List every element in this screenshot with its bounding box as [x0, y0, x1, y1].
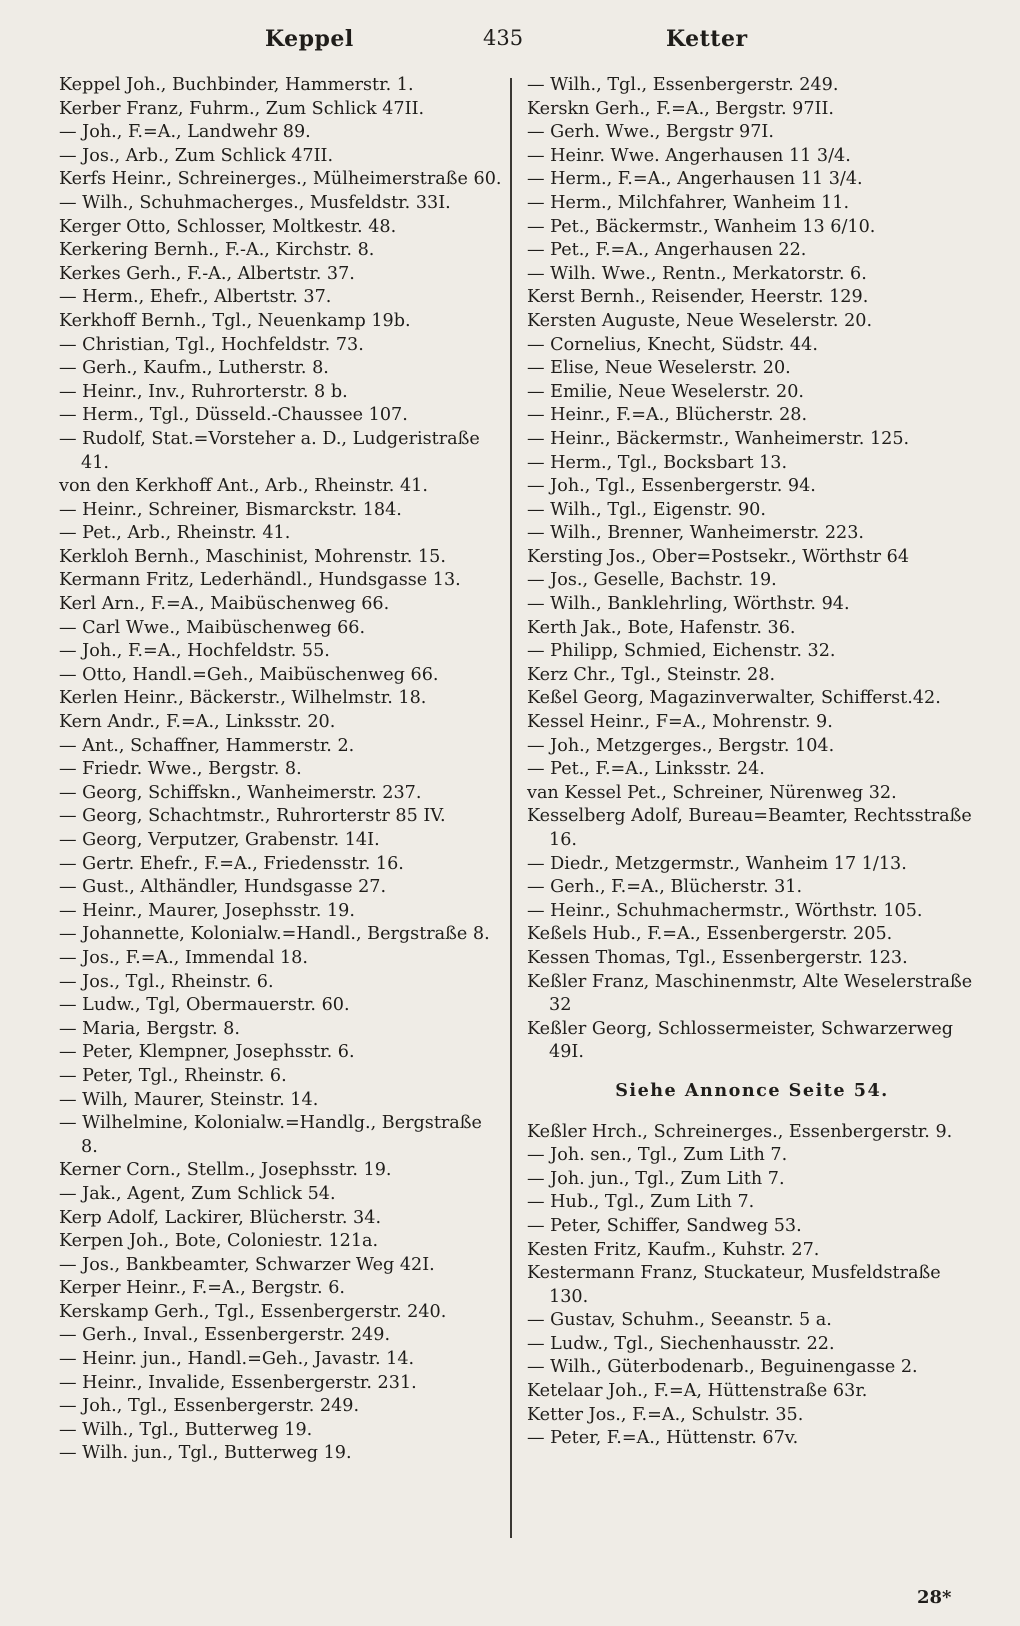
directory-entry: — Joh. sen., Tgl., Zum Lith 7. [527, 1145, 788, 1166]
directory-entry: — Elise, Neue Weselerstr. 20. [527, 358, 791, 379]
directory-entry: — Wilh. Wwe., Rentn., Merkatorstr. 6. [527, 263, 867, 284]
page-header [0, 26, 1020, 62]
directory-entry: Kessel Heinr., F=A., Mohrenstr. 9. [527, 712, 833, 733]
directory-entry: — Herm., Tgl., Bocksbart 13. [527, 452, 788, 473]
directory-entry: — Wilh, Maurer, Steinstr. 14. [59, 1089, 319, 1110]
directory-entry: — Georg, Verputzer, Grabenstr. 14I. [59, 830, 380, 850]
directory-entry: — Gertr. Ehefr., F.=A., Friedensstr. 16. [59, 853, 404, 874]
directory-entry: Kerst Bernh., Reisender, Heerstr. 129. [527, 287, 869, 308]
directory-entry: — Christian, Tgl., Hochfeldstr. 73. [59, 334, 364, 355]
directory-entry: — Ludw., Tgl, Obermauerstr. 60. [59, 995, 350, 1016]
directory-entry: Kerkering Bernh., F.-A., Kirchstr. 8. [59, 240, 375, 261]
directory-entry: Keßels Hub., F.=A., Essenbergerstr. 205. [527, 924, 893, 945]
directory-entry: — Heinr. jun., Handl.=Geh., Javastr. 14. [59, 1349, 415, 1370]
directory-entry: — Jos., Arb., Zum Schlick 47II. [59, 145, 334, 166]
directory-entry: — Wilh., Tgl., Eigenstr. 90. [527, 499, 766, 520]
directory-entry: Kessen Thomas, Tgl., Essenbergerstr. 123. [527, 947, 908, 968]
directory-entry: Kersten Auguste, Neue Weselerstr. 20. [527, 310, 873, 331]
directory-entry: — Gerh. Wwe., Bergstr 97I. [527, 122, 774, 143]
directory-entry: Kerpen Joh., Bote, Coloniestr. 121a. [59, 1231, 379, 1252]
directory-entry: Kerber Franz, Fuhrm., Zum Schlick 47II. [59, 98, 425, 119]
directory-entry: — Heinr., F.=A., Blücherstr. 28. [527, 405, 808, 426]
directory-entry: — Johannette, Kolonialw.=Handl., Bergstraße 8. [59, 924, 490, 945]
directory-entry: — Wilh., Brenner, Wanheimerstr. 223. [527, 523, 864, 544]
directory-entry: — Pet., F.=A., Linksstr. 24. [527, 759, 765, 780]
directory-entry: — Heinr., Invalide, Essenbergerstr. 231. [59, 1372, 417, 1393]
directory-entry: Ketelaar Joh., F.=A, Hüttenstraße 63r. [527, 1381, 868, 1402]
directory-entry: — Joh., Tgl., Essenbergerstr. 94. [527, 476, 816, 497]
directory-entry: Keßler Hrch., Schreinerges., Essenbergerstr. 9. [527, 1121, 953, 1142]
directory-entry: — Peter, Klempner, Josephsstr. 6. [59, 1042, 355, 1063]
directory-entry: — Pet., Bäckermstr., Wanheim 13 6/10. [527, 216, 876, 237]
directory-entry: Kerz Chr., Tgl., Steinstr. 28. [527, 664, 776, 685]
directory-entry: — Joh., F.=A., Landwehr 89. [59, 122, 311, 143]
directory-entry: Kerkhoff Bernh., Tgl., Neuenkamp 19b. [59, 310, 411, 331]
directory-entry: Kerfs Heinr., Schreinerges., Mülheimerstraße 60. [59, 169, 502, 190]
directory-entry: — Gustav, Schuhm., Seeanstr. 5 a. [527, 1310, 832, 1331]
directory-entry: — Gerh., F.=A., Blücherstr. 31. [527, 877, 803, 898]
directory-entry: — Heinr., Bäckermstr., Wanheimerstr. 125. [527, 428, 910, 449]
directory-entry: Keßler Georg, Schlossermeister, Schwarzerweg 49I. [527, 1018, 954, 1063]
directory-entry: — Gust., Althändler, Hundsgasse 27. [59, 877, 387, 898]
directory-entry: — Herm., Tgl., Düsseld.-Chaussee 107. [59, 405, 408, 426]
left-column [59, 74, 504, 1466]
directory-entry: — Pet., F.=A., Angerhausen 22. [527, 240, 807, 261]
directory-entry: — Ludw., Tgl., Siechenhausstr. 22. [527, 1333, 835, 1354]
directory-entry: — Gerh., Kaufm., Lutherstr. 8. [59, 358, 329, 379]
directory-entry: — Wilh., Banklehrling, Wörthstr. 94. [527, 594, 850, 615]
directory-entry: — Hub., Tgl., Zum Lith 7. [527, 1192, 755, 1213]
directory-entry: — Wilhelmine, Kolonialw.=Handlg., Bergstraße 8. [59, 1113, 482, 1157]
directory-entry: Kern Andr., F.=A., Linksstr. 20. [59, 712, 336, 733]
right-column [527, 74, 977, 1451]
directory-entry: — Wilh., Schuhmacherges., Musfeldstr. 33I. [59, 192, 451, 213]
directory-entry: Kestermann Franz, Stuckateur, Musfeldstraße 130. [527, 1263, 941, 1307]
directory-entry: Kesselberg Adolf, Bureau=Beamter, Rechtsstraße 16. [527, 806, 972, 850]
directory-entry: Kerskamp Gerh., Tgl., Essenbergerstr. 240. [59, 1301, 447, 1322]
column-divider [510, 78, 512, 1538]
directory-entry: — Heinr. Wwe. Angerhausen 11 3/4. [527, 145, 851, 166]
directory-entry: Kerskn Gerh., F.=A., Bergstr. 97II. [527, 98, 835, 119]
directory-entry: Kerlen Heinr., Bäckerstr., Wilhelmstr. 18. [59, 688, 427, 709]
directory-entry: — Joh. jun., Tgl., Zum Lith 7. [527, 1168, 785, 1189]
directory-entry: — Otto, Handl.=Geh., Maibüschenweg 66. [59, 664, 439, 685]
directory-entry: Kersting Jos., Ober=Postsekr., Wörthstr 64 [527, 546, 910, 567]
directory-entry: — Heinr., Inv., Ruhrorterstr. 8 b. [59, 381, 348, 402]
directory-entry: — Wilh., Güterbodenarb., Beguinengasse 2. [527, 1357, 918, 1378]
directory-entry: Kerth Jak., Bote, Hafenstr. 36. [527, 617, 796, 638]
directory-entry: — Georg, Schiffskn., Wanheimerstr. 237. [59, 782, 422, 803]
directory-entry: Kerper Heinr., F.=A., Bergstr. 6. [59, 1278, 345, 1299]
directory-entry: — Heinr., Schreiner, Bismarckstr. 184. [59, 499, 402, 520]
directory-entry: — Emilie, Neue Weselerstr. 20. [527, 381, 805, 402]
directory-entry: — Diedr., Metzgermstr., Wanheim 17 1/13. [527, 853, 907, 874]
directory-entry: Keßler Franz, Maschinenmstr, Alte Weselerstraße 32 [527, 971, 973, 1016]
directory-entry: — Wilh., Tgl., Butterweg 19. [59, 1419, 313, 1440]
directory-entry: — Herm., Milchfahrer, Wanheim 11. [527, 192, 850, 213]
directory-entry: Ketter Jos., F.=A., Schulstr. 35. [527, 1404, 804, 1425]
directory-entry: — Wilh. jun., Tgl., Butterweg 19. [59, 1443, 352, 1464]
directory-entry: — Friedr. Wwe., Bergstr. 8. [59, 759, 302, 780]
directory-entry: — Herm., Ehefr., Albertstr. 37. [59, 287, 332, 308]
directory-entry: — Cornelius, Knecht, Südstr. 44. [527, 334, 818, 355]
directory-entry: — Jos., F.=A., Immendal 18. [59, 947, 308, 968]
directory-entry: Kerner Corn., Stellm., Josephsstr. 19. [59, 1160, 392, 1181]
directory-entry: — Heinr., Maurer, Josephsstr. 19. [59, 900, 355, 921]
directory-entry: — Joh., Metzgerges., Bergstr. 104. [527, 735, 835, 756]
directory-entry: Kerkloh Bernh., Maschinist, Mohrenstr. 15. [59, 546, 446, 567]
header-left-keyword: Keppel [265, 26, 354, 52]
directory-entry: — Peter, Schiffer, Sandweg 53. [527, 1215, 802, 1236]
directory-entry: Kerp Adolf, Lackirer, Blücherstr. 34. [59, 1207, 382, 1228]
directory-entry: van Kessel Pet., Schreiner, Nürenweg 32. [527, 782, 897, 803]
directory-entry: Kermann Fritz, Lederhändl., Hundsgasse 13. [59, 570, 461, 591]
directory-entry: Keppel Joh., Buchbinder, Hammerstr. 1. [59, 75, 414, 95]
directory-entry: Kerger Otto, Schlosser, Moltkestr. 48. [59, 216, 397, 237]
directory-entry: — Joh., F.=A., Hochfeldstr. 55. [59, 641, 330, 662]
directory-entry: — Peter, Tgl., Rheinstr. 6. [59, 1065, 287, 1086]
directory-entry: — Rudolf, Stat.=Vorsteher a. D., Ludgeristraße 41. [59, 428, 480, 473]
directory-entry: — Pet., Arb., Rheinstr. 41. [59, 523, 291, 544]
directory-entry: von den Kerkhoff Ant., Arb., Rheinstr. 41. [59, 476, 428, 497]
directory-entry: Kerkes Gerh., F.-A., Albertstr. 37. [59, 263, 355, 284]
advertisement-notice: Siehe Annonce Seite 54. [615, 1079, 889, 1101]
directory-entry: — Georg, Schachtmstr., Ruhrorterstr 85 IV. [59, 806, 446, 827]
directory-entry: — Herm., F.=A., Angerhausen 11 3/4. [527, 169, 863, 190]
directory-entry: — Wilh., Tgl., Essenbergerstr. 249. [527, 75, 839, 95]
directory-entry: — Joh., Tgl., Essenbergerstr. 249. [59, 1396, 360, 1417]
directory-entry: — Maria, Bergstr. 8. [59, 1018, 240, 1039]
directory-entry: — Philipp, Schmied, Eichenstr. 32. [527, 641, 836, 662]
header-right-keyword: Ketter [666, 26, 748, 52]
directory-entry: Kerl Arn., F.=A., Maibüschenweg 66. [59, 594, 390, 615]
page-number: 435 [483, 26, 524, 50]
directory-entry: Keßel Georg, Magazinverwalter, Schifferst.42. [527, 688, 941, 709]
directory-entry: — Jos., Bankbeamter, Schwarzer Weg 42I. [59, 1254, 435, 1275]
directory-entry: — Gerh., Inval., Essenbergerstr. 249. [59, 1325, 391, 1346]
directory-entry: — Jak., Agent, Zum Schlick 54. [59, 1183, 336, 1204]
sheet-signature: 28* [917, 1587, 952, 1608]
directory-entry: — Ant., Schaffner, Hammerstr. 2. [59, 735, 355, 756]
directory-entry: — Carl Wwe., Maibüschenweg 66. [59, 617, 366, 638]
directory-entry: — Jos., Tgl., Rheinstr. 6. [59, 971, 274, 992]
directory-entry: Kesten Fritz, Kaufm., Kuhstr. 27. [527, 1239, 820, 1260]
directory-entry: — Peter, F.=A., Hüttenstr. 67v. [527, 1428, 799, 1449]
directory-entry: — Heinr., Schuhmachermstr., Wörthstr. 105. [527, 900, 923, 921]
directory-entry: — Jos., Geselle, Bachstr. 19. [527, 570, 777, 591]
